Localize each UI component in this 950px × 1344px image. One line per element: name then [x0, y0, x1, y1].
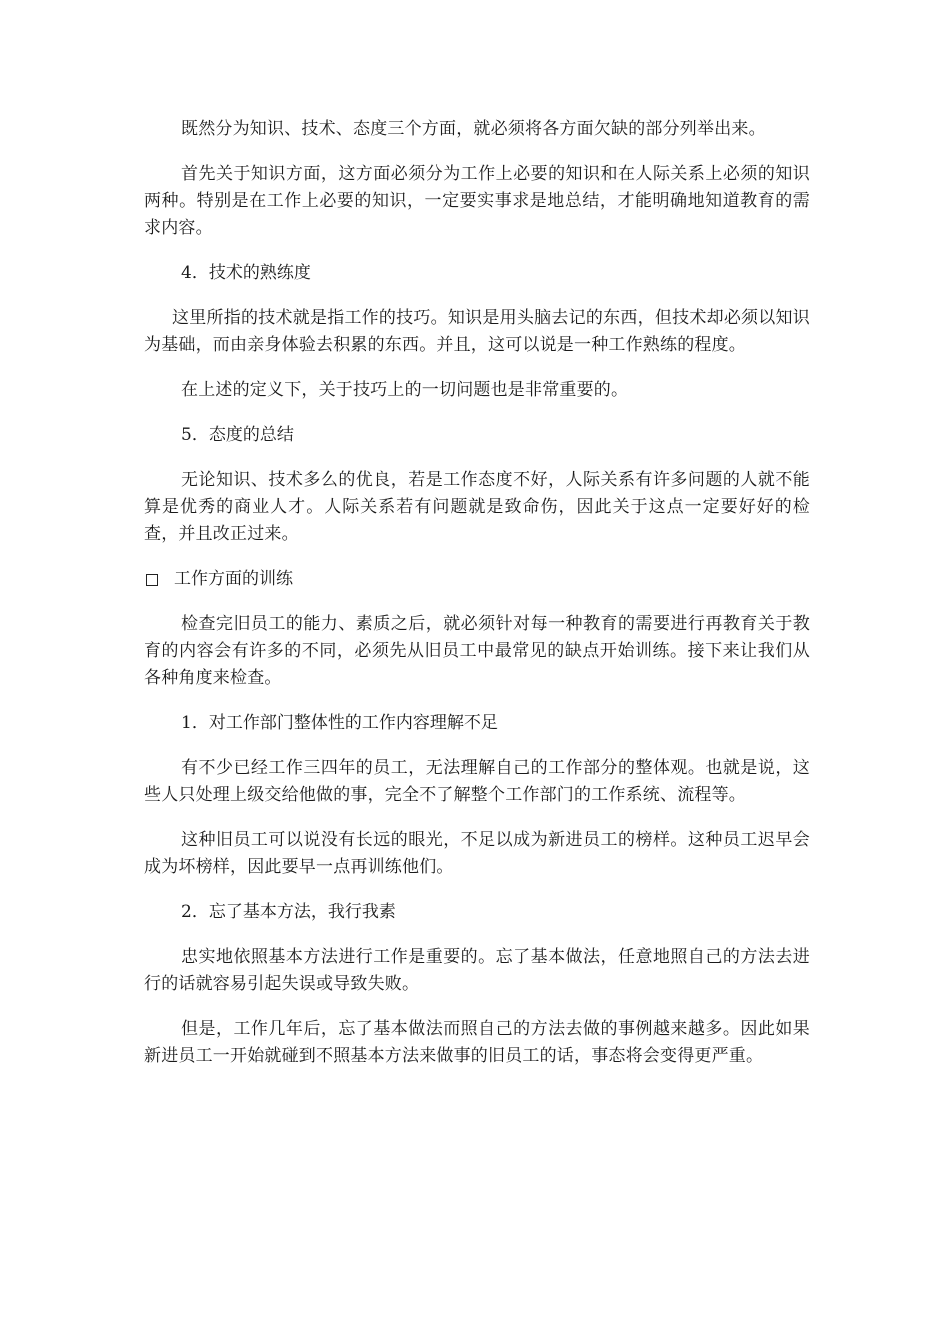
paragraph-bad-example: 这种旧员工可以说没有长远的眼光，不足以成为新进员工的榜样。这种员工迟早会成为坏榜样，因此要早一点再训练他们。	[144, 830, 810, 877]
section-heading-label: 工作方面的训练	[174, 569, 293, 589]
paragraph-intro: 既然分为知识、技术、态度三个方面，就必须将各方面欠缺的部分列举出来。	[181, 119, 766, 139]
document-page	[144, 116, 810, 1070]
checkbox-icon	[146, 574, 158, 586]
heading-department-understanding: 1．对工作部门整体性的工作内容理解不足	[181, 713, 498, 733]
paragraph-skill: 这里所指的技术就是指工作的技巧。知识是用头脑去记的东西，但技术却必须以知识为基础，而由亲身体验去积累的东西。并且，这可以说是一种工作熟练的程度。	[144, 308, 810, 355]
section-heading-work-training	[144, 566, 810, 593]
heading-attitude-summary: 5．态度的总结	[181, 425, 294, 445]
paragraph-attitude: 无论知识、技术多么的优良，若是工作态度不好，人际关系有许多问题的人就不能算是优秀的商业人才。人际关系若有问题就是致命伤，因此关于这点一定要好好的检查，并且改正过来。	[144, 470, 810, 544]
paragraph-consequences: 但是，工作几年后，忘了基本做法而照自己的方法去做的事例越来越多。因此如果新进员工一开始就碰到不照基本方法来做事的旧员工的话，事态将会变得更严重。	[144, 1019, 810, 1066]
paragraph-retraining: 检查完旧员工的能力、素质之后，就必须针对每一种教育的需要进行再教育关于教育的内容会有许多的不同，必须先从旧员工中最常见的缺点开始训练。接下来让我们从各种角度来检查。	[144, 614, 810, 688]
heading-basic-methods: 2．忘了基本方法，我行我素	[181, 902, 396, 922]
paragraph-basic-methods: 忠实地依照基本方法进行工作是重要的。忘了基本做法，任意地照自己的方法去进行的话就容易引起失误或导致失败。	[144, 947, 810, 994]
paragraph-knowledge: 首先关于知识方面，这方面必须分为工作上必要的知识和在人际关系上必须的知识两种。特别是在工作上必要的知识，一定要实事求是地总结，才能明确地知道教育的需求内容。	[144, 164, 810, 238]
paragraph-department-overview: 有不少已经工作三四年的员工，无法理解自己的工作部分的整体观。也就是说，这些人只处理上级交给他做的事，完全不了解整个工作部门的工作系统、流程等。	[144, 758, 810, 805]
heading-skill-proficiency: 4．技术的熟练度	[181, 263, 311, 283]
paragraph-skill-importance: 在上述的定义下，关于技巧上的一切问题也是非常重要的。	[181, 380, 629, 400]
